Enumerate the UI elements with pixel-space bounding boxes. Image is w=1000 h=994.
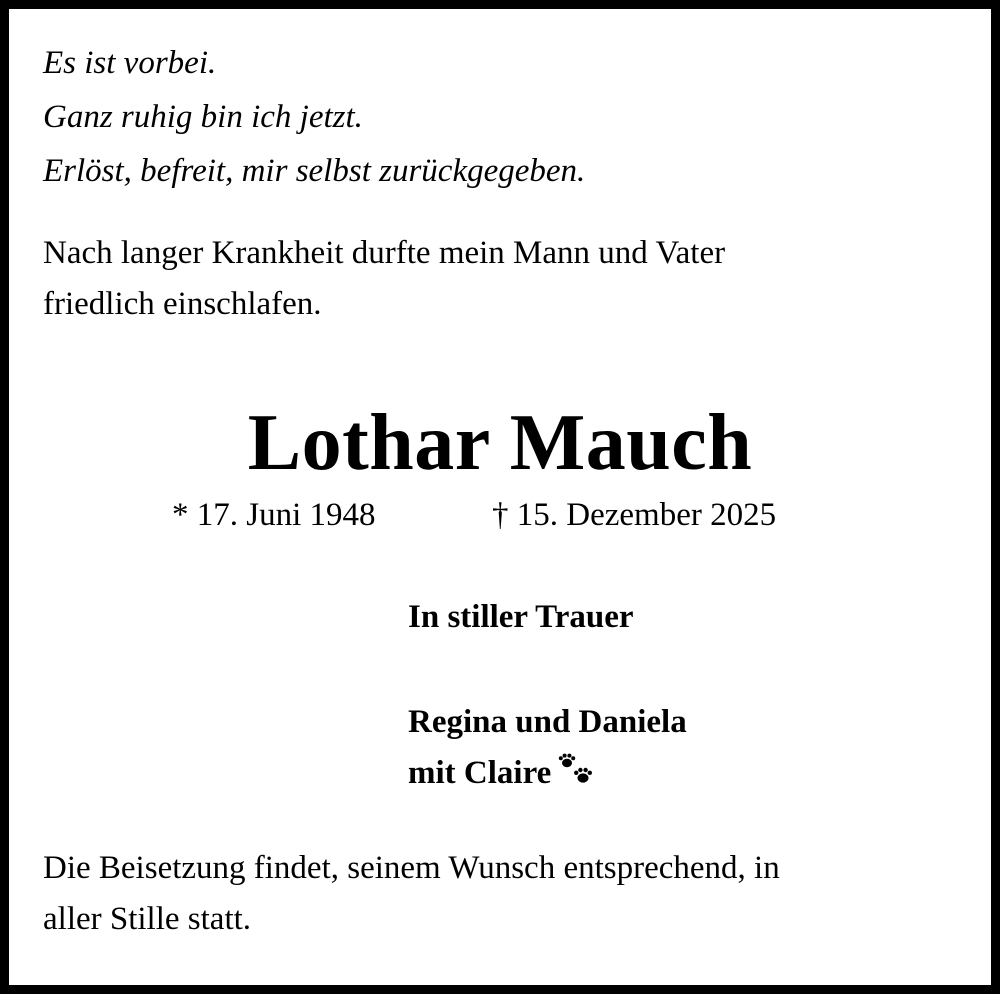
mourners-names: Regina und Daniela	[408, 704, 687, 740]
poem-line: Erlöst, befreit, mir selbst zurückgegeben.	[43, 153, 586, 189]
deceased-name: Lothar Mauch	[247, 399, 753, 487]
death-date: † 15. Dezember 2025	[492, 497, 777, 533]
poem-line: Es ist vorbei.	[43, 45, 217, 81]
mourners-pet: mit Claire	[408, 755, 552, 791]
birth-date: * 17. Juni 1948	[172, 497, 376, 533]
intro-line: Nach langer Krankheit durfte mein Mann und Vater	[43, 235, 726, 271]
closing-line: aller Stille statt.	[43, 901, 252, 937]
closing-text	[43, 843, 780, 945]
closing-line: Die Beisetzung findet, seinem Wunsch entsprechend, in	[43, 850, 780, 886]
mourners-pet-line	[408, 748, 687, 801]
mourning-heading: In stiller Trauer	[408, 599, 634, 635]
paw-prints-icon	[557, 750, 595, 801]
intro-line: friedlich einschlafen.	[43, 286, 322, 322]
mourners-block	[408, 697, 687, 801]
intro-text	[43, 228, 725, 330]
poem-line: Ganz ruhig bin ich jetzt.	[43, 99, 363, 135]
poem	[43, 36, 585, 198]
